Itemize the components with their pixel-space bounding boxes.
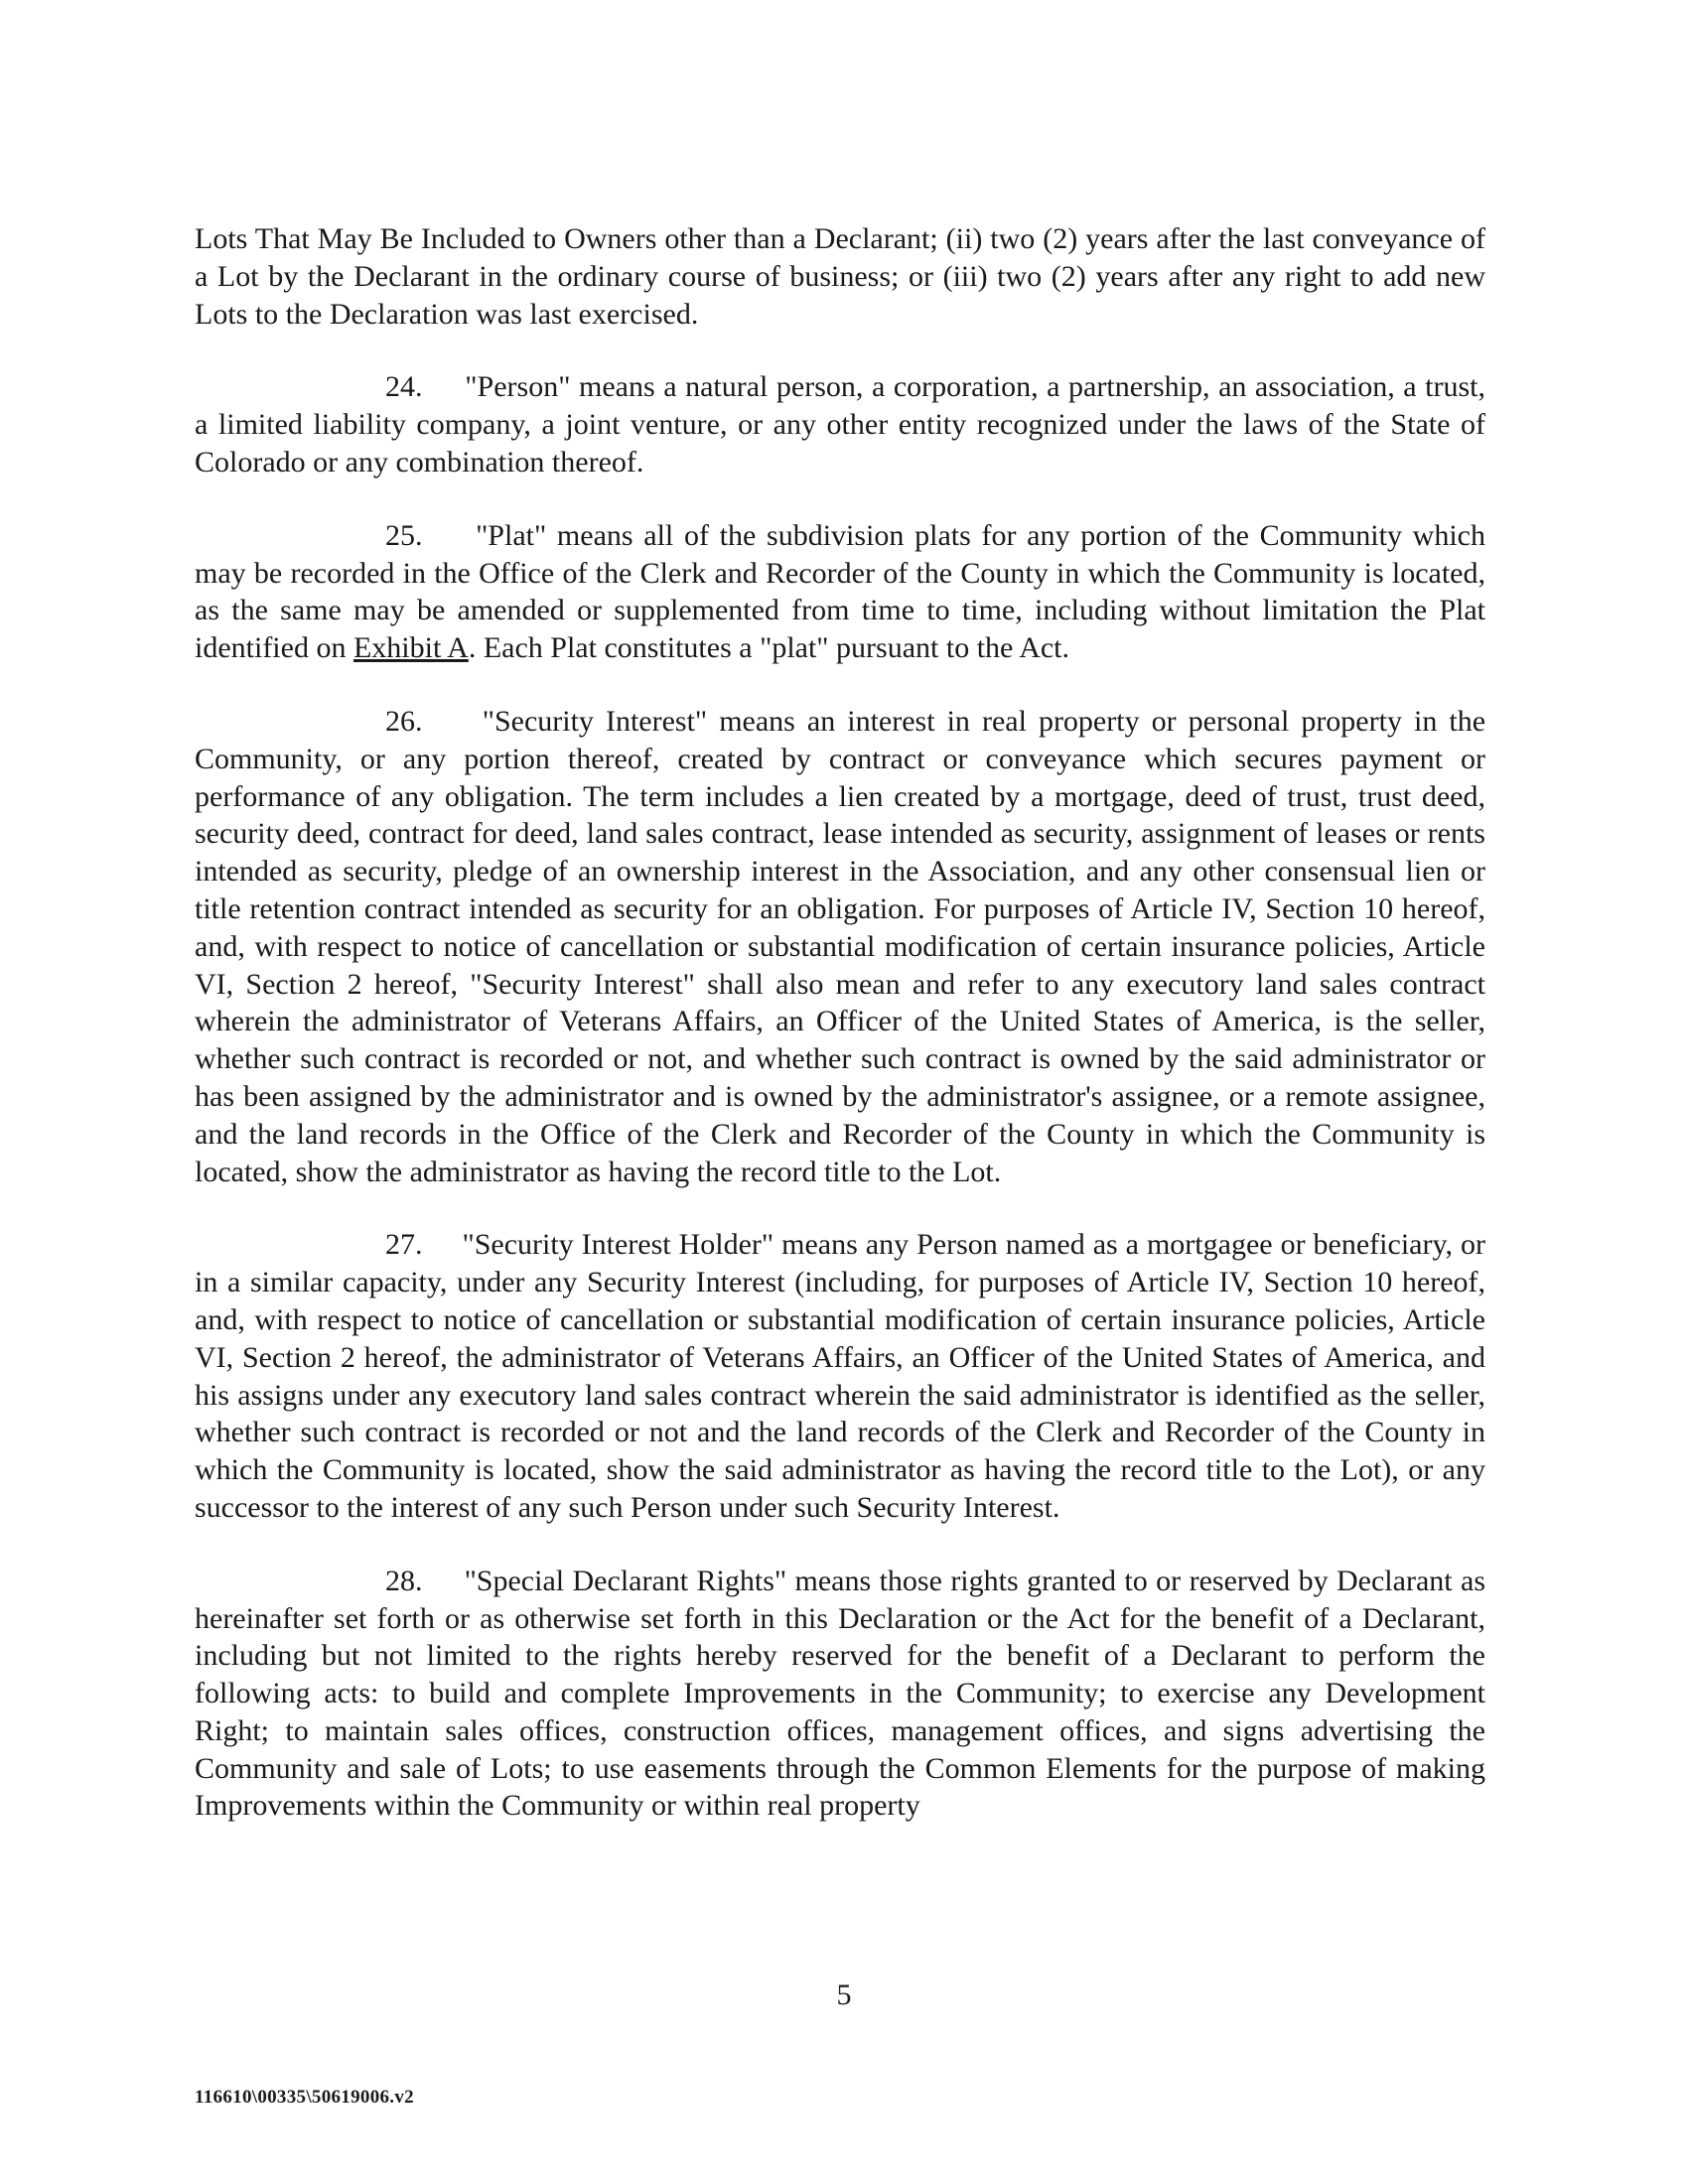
paragraph-text: "Security Interest Holder" means any Person named as a mortgagee or beneficiary, or in a similar capacity, under any Security Interest (including, for purposes of Article IV, Section 10 hereof, and, with respect to notice of cancellation or substantial modification of certain insurance policies, Article VI, Section 2 hereof, the administrator of Veterans Affairs, an Officer of the United States of America, and his assigns under any executory land sales contract wherein the said administrator is identified as the seller, whether such contract is recorded or not and the land records of the Clerk and Recorder of the County in which the Community is located, show the said administrator as having the record title to the Lot), or any successor to the interest of any such Person under such Security Interest. xyxy=(195,1228,1485,1524)
paragraph-28-special-declarant-rights xyxy=(195,1563,1485,1826)
paragraph-text: "Security Interest" means an interest in real property or personal property in the Community, or any portion thereof, created by contract or conveyance which secures payment or performance of any obligation. The term includes a lien created by a mortgage, deed of trust, trust deed, security deed, contract for deed, land sales contract, lease intended as security, assignment of leases or rents intended as security, pledge of an ownership interest in the Association, and any other consensual lien or title retention contract intended as security for an obligation. For purposes of Article IV, Section 10 hereof, and, with respect to notice of cancellation or substantial modification of certain insurance policies, Article VI, Section 2 hereof, "Security Interest" shall also mean and refer to any executory land sales contract wherein the administrator of Veterans Affairs, an Officer of the United States of America, is the seller, whether such contract is recorded or not, and whether such contract is owned by the said administrator or has been assigned by the administrator and is owned by the administrator's assignee, or a remote assignee, and the land records in the Office of the Clerk and Recorder of the County in which the Community is located, show the administrator as having the record title to the Lot. xyxy=(195,704,1486,1188)
paragraph-text-end: . Each Plat constitutes a "plat" pursuant to the Act. xyxy=(468,631,1070,665)
paragraph-text: Lots That May Be Included to Owners other than a Declarant; (ii) two (2) years after the last conveyance of a Lot by the Declarant in the ordinary course of business; or (iii) two (2) years after any right to add new Lots to the Declaration was last exercised. xyxy=(195,222,1485,331)
paragraph-25-plat xyxy=(195,517,1485,667)
paragraph-number: 24. xyxy=(385,370,423,404)
exhibit-a-reference: Exhibit A xyxy=(352,631,469,665)
paragraph-number: 27. xyxy=(385,1228,423,1262)
paragraph-text: "Person" means a natural person, a corporation, a partnership, an association, a trust, a limited liability company, a joint venture, or any other entity recognized under the laws of the State of Colorado or any combination thereof. xyxy=(195,370,1486,478)
paragraph-number: 26. xyxy=(385,704,423,738)
document-id-footer: 116610\00335\50619006.v2 xyxy=(195,2087,414,2108)
paragraph-26-security-interest xyxy=(195,703,1485,1190)
paragraph-text: "Special Declarant Rights" means those rights granted to or reserved by Declarant as hereinafter set forth or as otherwise set forth in this Declaration or the Act for the benefit of a Declarant, including but not limited to the rights hereby reserved for the benefit of a Declarant to perform the following acts: to build and complete Improvements in the Community; to exercise any Development Right; to maintain sales offices, construction offices, management offices, and signs advertising the Community and sale of Lots; to use easements through the Common Elements for the purpose of making Improvements within the Community or within real property xyxy=(195,1564,1485,1823)
paragraph-24-person xyxy=(195,368,1485,480)
document-body xyxy=(195,220,1485,1860)
paragraph-text: "Plat" means all of the subdivision plats for any portion of the Community which may be recorded in the Office of the Clerk and Recorder of the County in which the Community is located, as the same may be amended or supplemented from time to time, including without limitation the Plat identified on xyxy=(195,518,1485,665)
paragraph-number: 25. xyxy=(385,518,423,552)
paragraph-continued xyxy=(195,220,1485,333)
paragraph-27-security-interest-holder xyxy=(195,1226,1485,1526)
page-number: 5 xyxy=(836,1979,852,2011)
paragraph-number: 28. xyxy=(385,1564,423,1597)
